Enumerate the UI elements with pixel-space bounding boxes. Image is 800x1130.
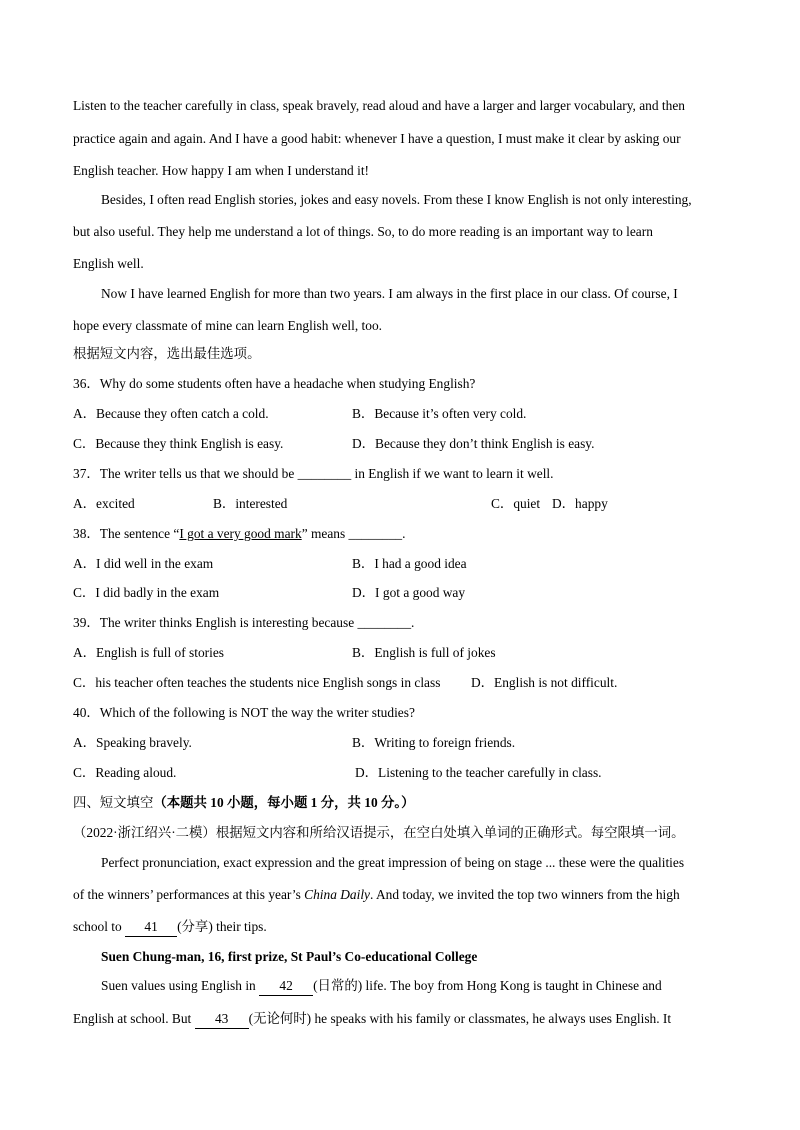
instruction: 根据短文内容，选出最佳选项。: [73, 346, 261, 361]
question-37-stem: 37．The writer tells us that we should be ________ in English if we want to learn it well.: [73, 466, 554, 481]
section-heading-label: 四、短文填空: [73, 795, 154, 810]
option-40-c: C．Reading aloud.: [73, 765, 177, 780]
passage-line: but also useful. They help me understand a lot of things. So, to do more reading is an important way to learn: [73, 224, 653, 239]
passage-text: . And today, we invited the top two winners from the high: [370, 887, 680, 902]
passage-line: [73, 1010, 671, 1029]
question-38-stem-post: ” means ________.: [301, 526, 406, 541]
question-38-stem: [73, 525, 405, 543]
section-note: （2022·浙江绍兴·二模）根据短文内容和所给汉语提示，在空白处填入单词的正确形式。每空限填一词。: [73, 825, 685, 840]
option-39-d: D．English is not difficult.: [471, 675, 618, 690]
passage-line: hope every classmate of mine can learn English well, too.: [73, 318, 382, 333]
passage-line: Perfect pronunciation, exact expression and the great impression of being on stage ... these were the qualities: [101, 855, 685, 870]
passage-text: (无论何时) he speaks with his family or classmates, he always uses English. It: [248, 1011, 672, 1026]
subheading: Suen Chung-man, 16, first prize, St Paul’s Co-educational College: [101, 949, 478, 964]
passage-line: Besides, I often read English stories, jokes and easy novels. From these I know English is not only interesting,: [101, 192, 692, 207]
option-38-d: D．I got a good way: [352, 585, 466, 600]
option-37-b: B．interested: [213, 496, 288, 511]
section-heading: [73, 794, 414, 812]
section-heading-scoring: （本题共 10 小题，每小题 1 分，共 10 分。）: [153, 795, 415, 810]
option-38-b: B．I had a good idea: [352, 556, 467, 571]
blank-41[interactable]: 41: [125, 918, 177, 937]
passage-line: [73, 918, 267, 937]
option-39-c: C．his teacher often teaches the students nice English songs in class: [73, 675, 441, 690]
option-36-d: D．Because they don’t think English is easy.: [352, 436, 595, 451]
question-36-stem: 36．Why do some students often have a headache when studying English?: [73, 376, 476, 391]
passage-text: of the winners’ performances at this year’s: [73, 887, 305, 902]
passage-text: school to: [73, 919, 126, 934]
passage-text: (日常的) life. The boy from Hong Kong is taught in Chinese and: [313, 978, 662, 993]
option-36-c: C．Because they think English is easy.: [73, 436, 284, 451]
question-38-underlined: I got a very good mark: [179, 526, 302, 541]
option-36-a: A．Because they often catch a cold.: [73, 406, 269, 421]
question-38-stem-pre: 38．The sentence “: [73, 526, 180, 541]
option-37-d: D．happy: [552, 496, 608, 511]
option-38-a: A．I did well in the exam: [73, 556, 214, 571]
option-38-c: C．I did badly in the exam: [73, 585, 220, 600]
blank-43[interactable]: 43: [195, 1010, 249, 1029]
passage-text: English at school. But: [73, 1011, 195, 1026]
passage-line: [101, 977, 662, 996]
passage-line: English well.: [73, 256, 144, 271]
passage-text: Suen values using English in: [101, 978, 260, 993]
publication-name: China Daily: [304, 887, 370, 902]
passage-line: [73, 886, 680, 904]
option-37-c: C．quiet: [491, 496, 541, 511]
passage-line: practice again and again. And I have a good habit: whenever I have a question, I must make it clear by asking our: [73, 131, 681, 146]
passage-line: Listen to the teacher carefully in class, speak bravely, read aloud and have a larger and larger vocabulary, and then: [73, 98, 685, 113]
blank-42[interactable]: 42: [259, 977, 313, 996]
question-40-stem: 40．Which of the following is NOT the way the writer studies?: [73, 705, 415, 720]
passage-line: Now I have learned English for more than two years. I am always in the first place in our class. Of course, I: [101, 286, 678, 301]
option-37-a: A．excited: [73, 496, 135, 511]
option-39-a: A．English is full of stories: [73, 645, 225, 660]
option-40-a: A．Speaking bravely.: [73, 735, 192, 750]
option-40-d: D．Listening to the teacher carefully in class.: [355, 765, 602, 780]
option-40-b: B．Writing to foreign friends.: [352, 735, 516, 750]
question-39-stem: 39．The writer thinks English is interesting because ________.: [73, 615, 415, 630]
option-39-b: B．English is full of jokes: [352, 645, 496, 660]
passage-line: English teacher. How happy I am when I understand it!: [73, 163, 369, 178]
passage-text: (分享) their tips.: [177, 919, 267, 934]
option-36-b: B．Because it’s often very cold.: [352, 406, 527, 421]
